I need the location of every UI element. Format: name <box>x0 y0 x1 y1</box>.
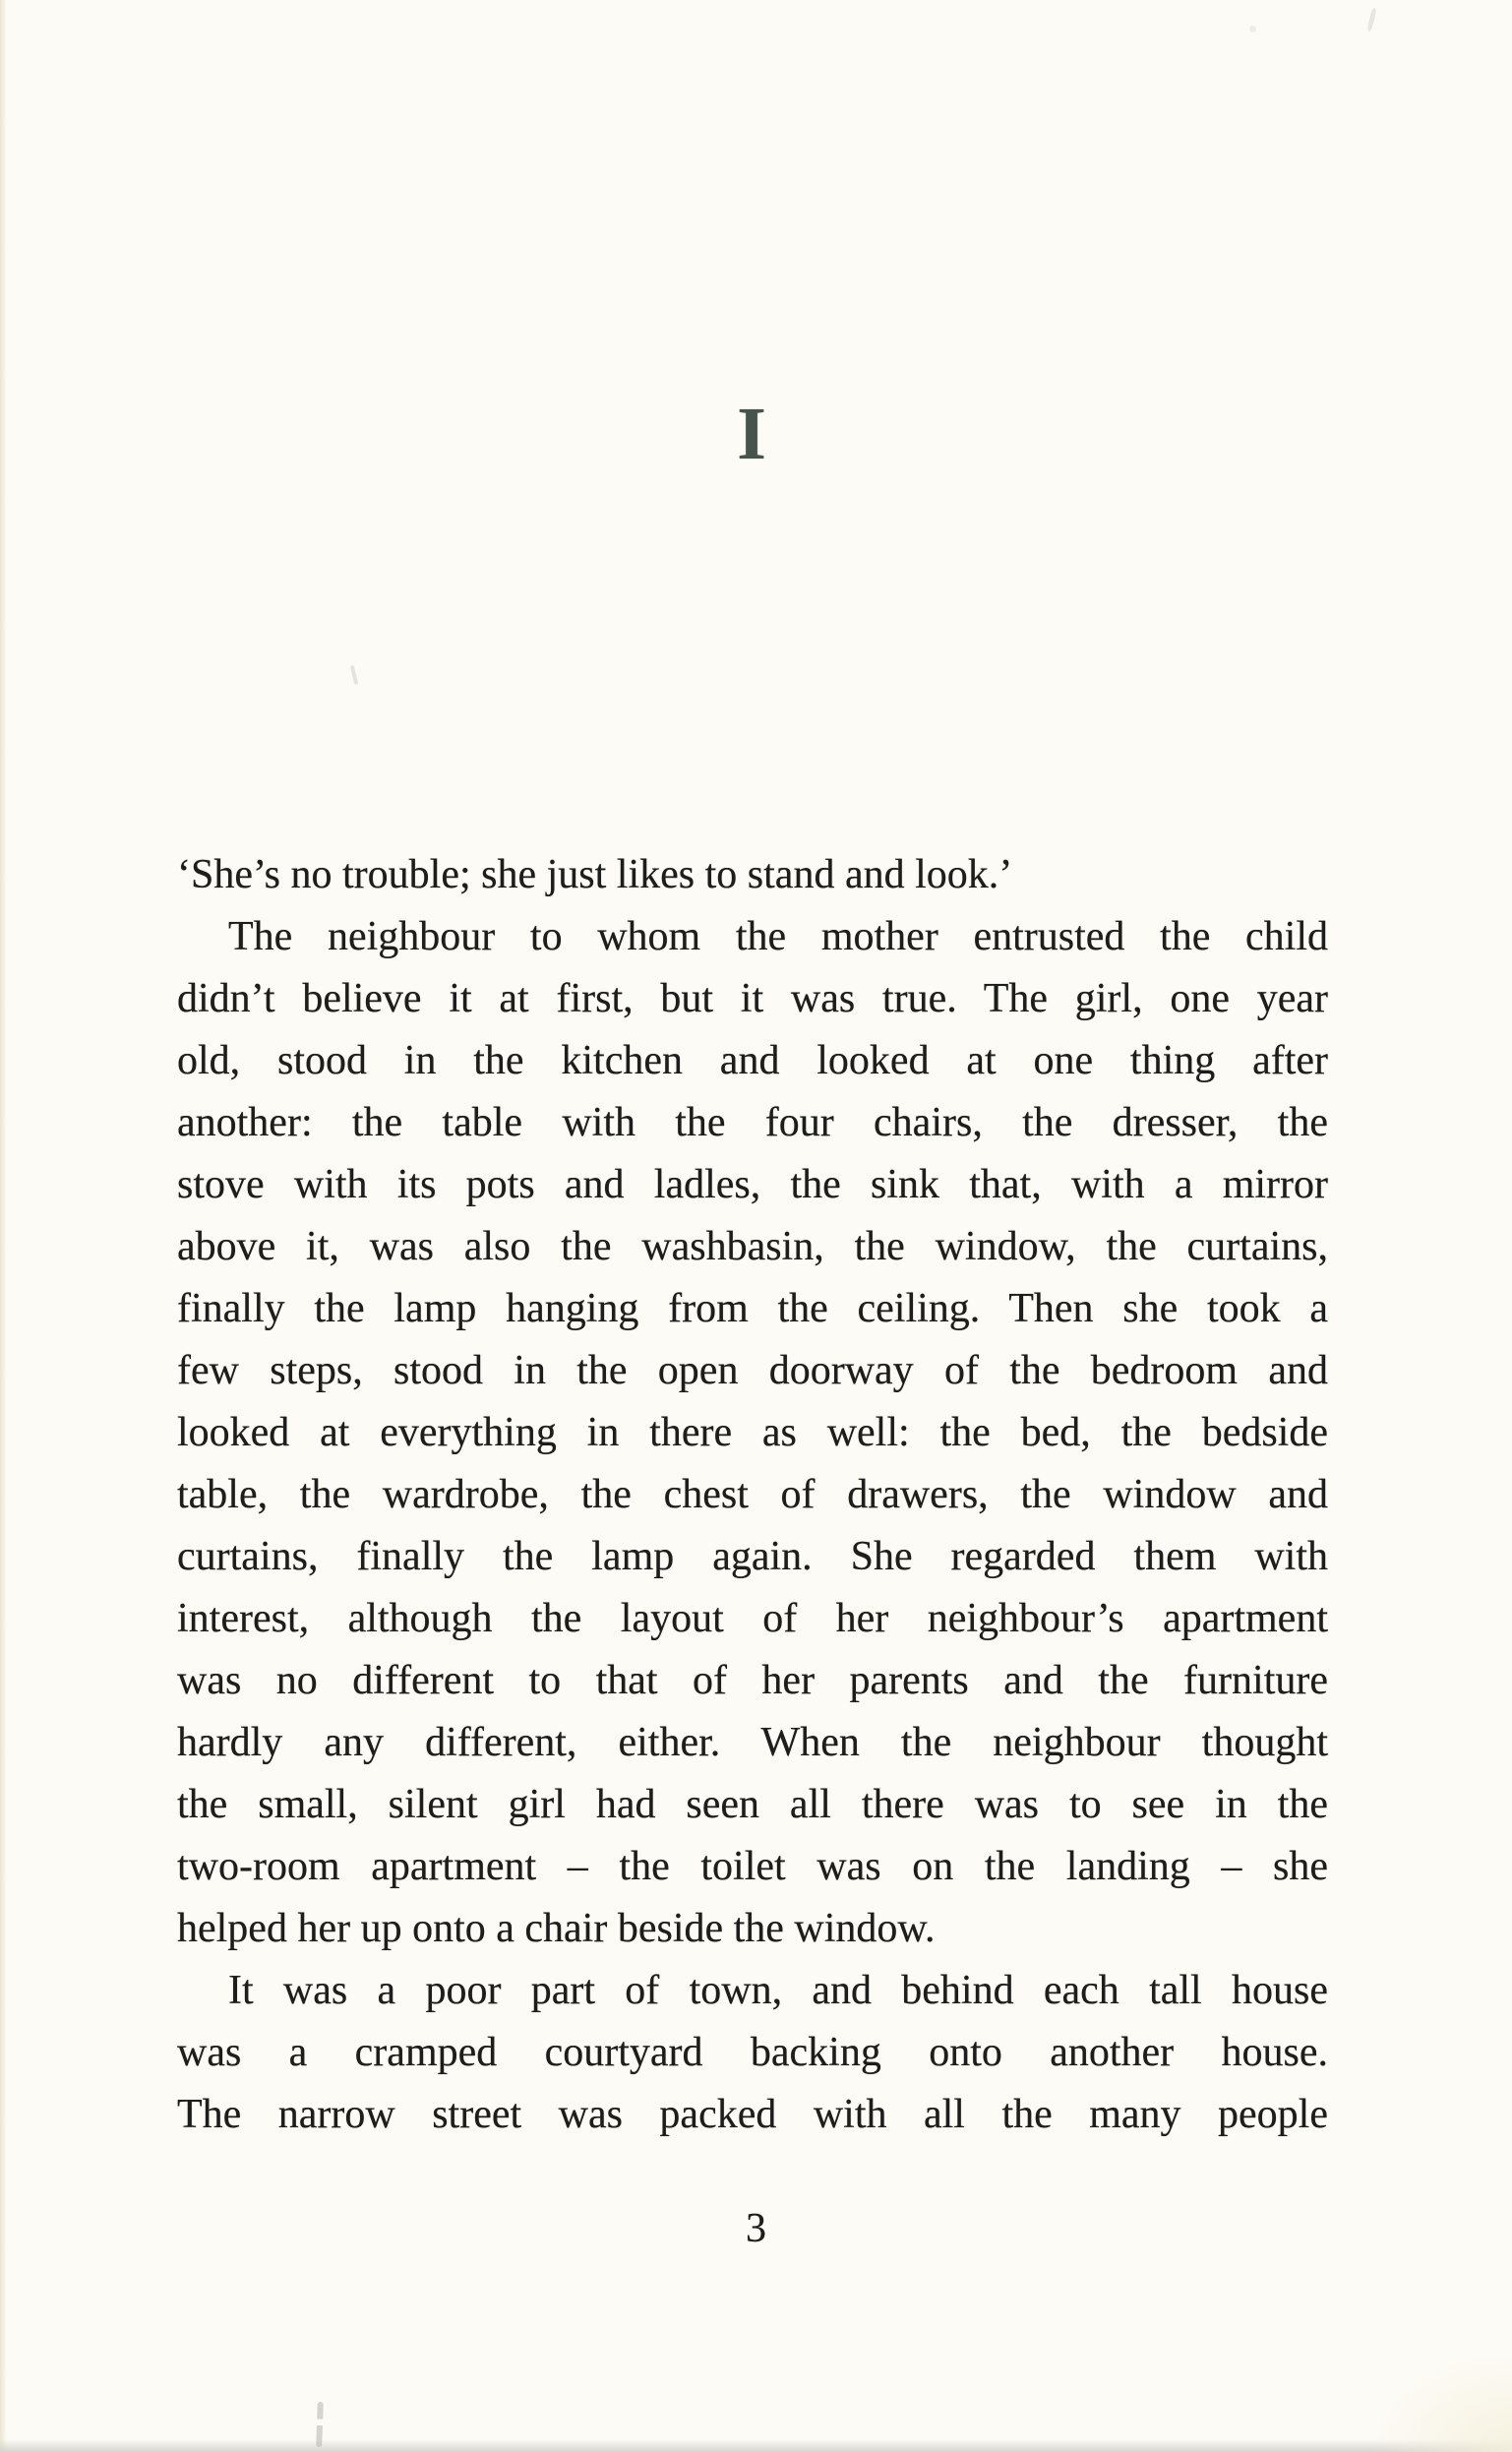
page-number: 3 <box>746 2206 766 2251</box>
text-line: few steps, stood in the open doorway of the bedroom and <box>177 1348 1328 1393</box>
text-line: was a cramped courtyard backing onto another house. <box>177 2030 1328 2075</box>
chapter-heading: I <box>737 393 766 475</box>
text-line: finally the lamp hanging from the ceiling. Then she took a <box>177 1286 1328 1331</box>
scan-bottom-edge-shadow <box>0 2439 1512 2452</box>
scan-corner-stain <box>1374 2354 1512 2452</box>
text-line: interest, although the layout of her neighbour’s apartment <box>177 1596 1328 1641</box>
text-line: was no different to that of her parents and the furniture <box>177 1658 1328 1703</box>
text-line: It was a poor part of town, and behind each tall house <box>228 1968 1328 2013</box>
text-line: old, stood in the kitchen and looked at one thing after <box>177 1038 1328 1083</box>
text-line: The neighbour to whom the mother entrusted the child <box>228 914 1328 959</box>
text-line: looked at everything in there as well: the bed, the bedside <box>177 1410 1328 1455</box>
text-line: above it, was also the washbasin, the window, the curtains, <box>177 1224 1328 1269</box>
text-line: helped her up onto a chair beside the window. <box>177 1906 936 1951</box>
text-line: hardly any different, either. When the neighbour thought <box>177 1720 1328 1765</box>
text-line: The narrow street was packed with all the many people <box>177 2092 1328 2137</box>
text-line: table, the wardrobe, the chest of drawers, the window and <box>177 1472 1328 1517</box>
text-line: curtains, finally the lamp again. She regarded them with <box>177 1534 1328 1579</box>
text-line: two-room apartment – the toilet was on the landing – she <box>177 1844 1328 1889</box>
text-line: stove with its pots and ladles, the sink that, with a mirror <box>177 1162 1328 1207</box>
scan-ink-speck <box>350 665 359 685</box>
text-line: ‘She’s no trouble; she just likes to stand and look.’ <box>177 852 1013 897</box>
text-line: another: the table with the four chairs, the dresser, the <box>177 1100 1328 1145</box>
scan-left-edge-shadow <box>0 0 7 2452</box>
text-line: the small, silent girl had seen all there was to see in the <box>177 1782 1328 1827</box>
scan-smudge-mark <box>1366 8 1377 31</box>
body-text <box>177 844 1328 2146</box>
scan-dust-speck <box>1249 26 1256 32</box>
text-line: didn’t believe it at first, but it was true. The girl, one year <box>177 976 1328 1021</box>
